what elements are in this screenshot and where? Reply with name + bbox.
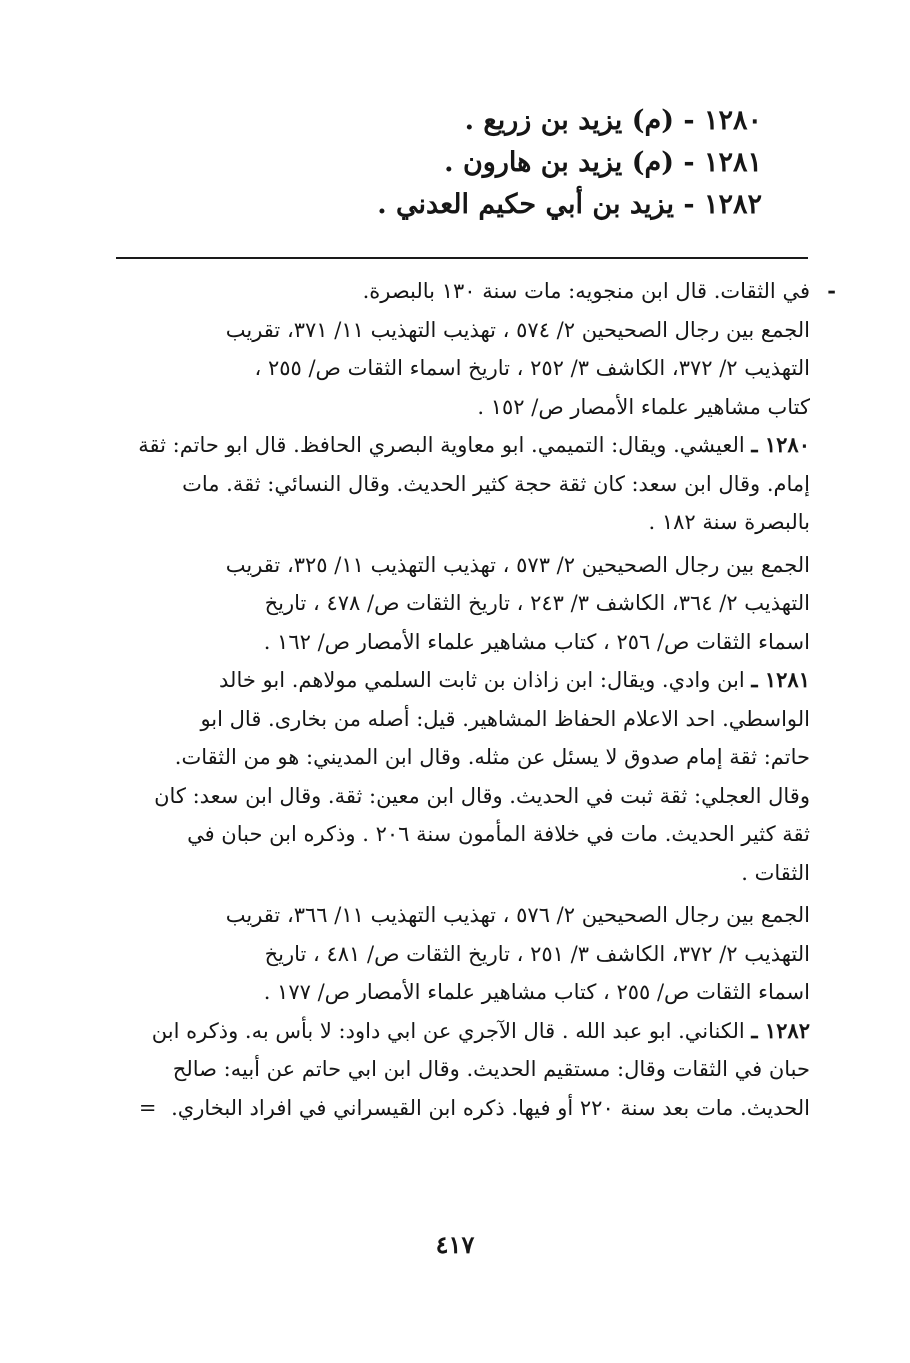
footnote-1281 [130,661,810,700]
footnote-divider [116,257,808,259]
footnotes [130,272,836,1127]
footnote-text-line [130,1089,810,1128]
footnote-number: ١٢٨٠ ـ [751,432,810,457]
footnote-text-line: حاتم: ثقة إمام صدوق لا يسئل عن مثله. وقال ابن المديني: هو من الثقات. [174,745,810,769]
continuation-end-marker: = [138,1095,157,1120]
continuation-marker: - [827,278,836,303]
footnote-continuation [130,272,836,311]
footnote-text-line: بالبصرة سنة ١٨٢ . [648,510,810,534]
footnote-ref-line: التهذيب ٢/ ٣٧٢، الكاشف ٣/ ٢٥١ ، تاريخ الثقات ص/ ٤٨١ ، تاريخ [264,941,810,966]
footnote-text-line: الثقات . [741,860,810,885]
footnote-ref-line: كتاب مشاهير علماء الأمصار ص/ ١٥٢ . [477,394,810,419]
footnote-text-line: وقال العجلي: ثقة ثبت في الحديث. وقال ابن معين: ثقة. وقال ابن سعد: كان [154,783,810,808]
footnote-text: ابن وادي. ويقال: ابن زاذان بن ثابت السلمي مولاهم. ابو خالد [219,668,745,692]
footnote-ref-line: اسماء الثقات ص/ ٢٥٥ ، كتاب مشاهير علماء الأمصار ص/ ١٧٧ . [263,980,810,1004]
page-number: ٤١٧ [435,1230,475,1259]
main-entry-1280: ١٢٨٠ - (م) يزيد بن زريع . [464,105,762,136]
main-entries [162,100,762,226]
footnote-number: ١٢٨٢ ـ [751,1017,810,1043]
footnote-number: ١٢٨١ ـ [751,667,810,692]
footnote-text-line: الواسطي. احد الاعلام الحفاظ المشاهير. قيل: أصله من بخارى. قال ابو [200,706,810,731]
footnote-ref-line: الجمع بين رجال الصحيحين ٢/ ٥٧٣ ، تهذيب التهذيب ١١/ ٣٢٥، تقريب [225,552,810,577]
footnote-text: الحديث. مات بعد سنة ٢٢٠ أو فيها. ذكره ابن القيسراني في افراد البخاري. [171,1095,810,1120]
footnote-text: العيشي. ويقال: التميمي. ابو معاوية البصري الحافظ. قال ابو حاتم: ثقة [138,433,745,457]
footnote-ref-line: الجمع بين رجال الصحيحين ٢/ ٥٧٤ ، تهذيب التهذيب ١١/ ٣٧١، تقريب [225,317,810,342]
main-entry-1282: ١٢٨٢ - يزيد بن أبي حكيم العدني . [377,189,762,220]
footnote-text: الكناني. ابو عبد الله . قال الآجري عن ابي داود: لا بأس به. وذكره ابن [151,1018,745,1043]
footnote-ref-line: الجمع بين رجال الصحيحين ٢/ ٥٧٦ ، تهذيب التهذيب ١١/ ٣٦٦، تقريب [225,903,810,927]
footnote-text-line: حبان في الثقات وقال: مستقيم الحديث. وقال ابن ابي حاتم عن أبيه: صالح [172,1057,810,1081]
footnote-1280 [130,426,810,465]
footnote-text: في الثقات. قال ابن منجويه: مات سنة ١٣٠ بالبصرة. [362,279,810,303]
main-entry-1281: ١٢٨١ - (م) يزيد بن هارون . [444,147,762,178]
footnote-ref-line: التهذيب ٢/ ٣٧٢، الكاشف ٣/ ٢٥٢ ، تاريخ اسماء الثقات ص/ ٢٥٥ ، [254,356,810,380]
footnote-text-line: إمام. وقال ابن سعد: كان ثقة حجة كثير الحديث. وقال النسائي: ثقة. مات [182,471,810,496]
footnote-1282 [130,1012,810,1051]
footnote-text-line: ثقة كثير الحديث. مات في خلافة المأمون سنة ٢٠٦ . وذكره ابن حبان في [187,822,810,846]
footnote-ref-line: اسماء الثقات ص/ ٢٥٦ ، كتاب مشاهير علماء الأمصار ص/ ١٦٢ . [263,629,810,654]
footnote-ref-line: التهذيب ٢/ ٣٦٤، الكاشف ٣/ ٢٤٣ ، تاريخ الثقات ص/ ٤٧٨ ، تاريخ [264,591,810,615]
